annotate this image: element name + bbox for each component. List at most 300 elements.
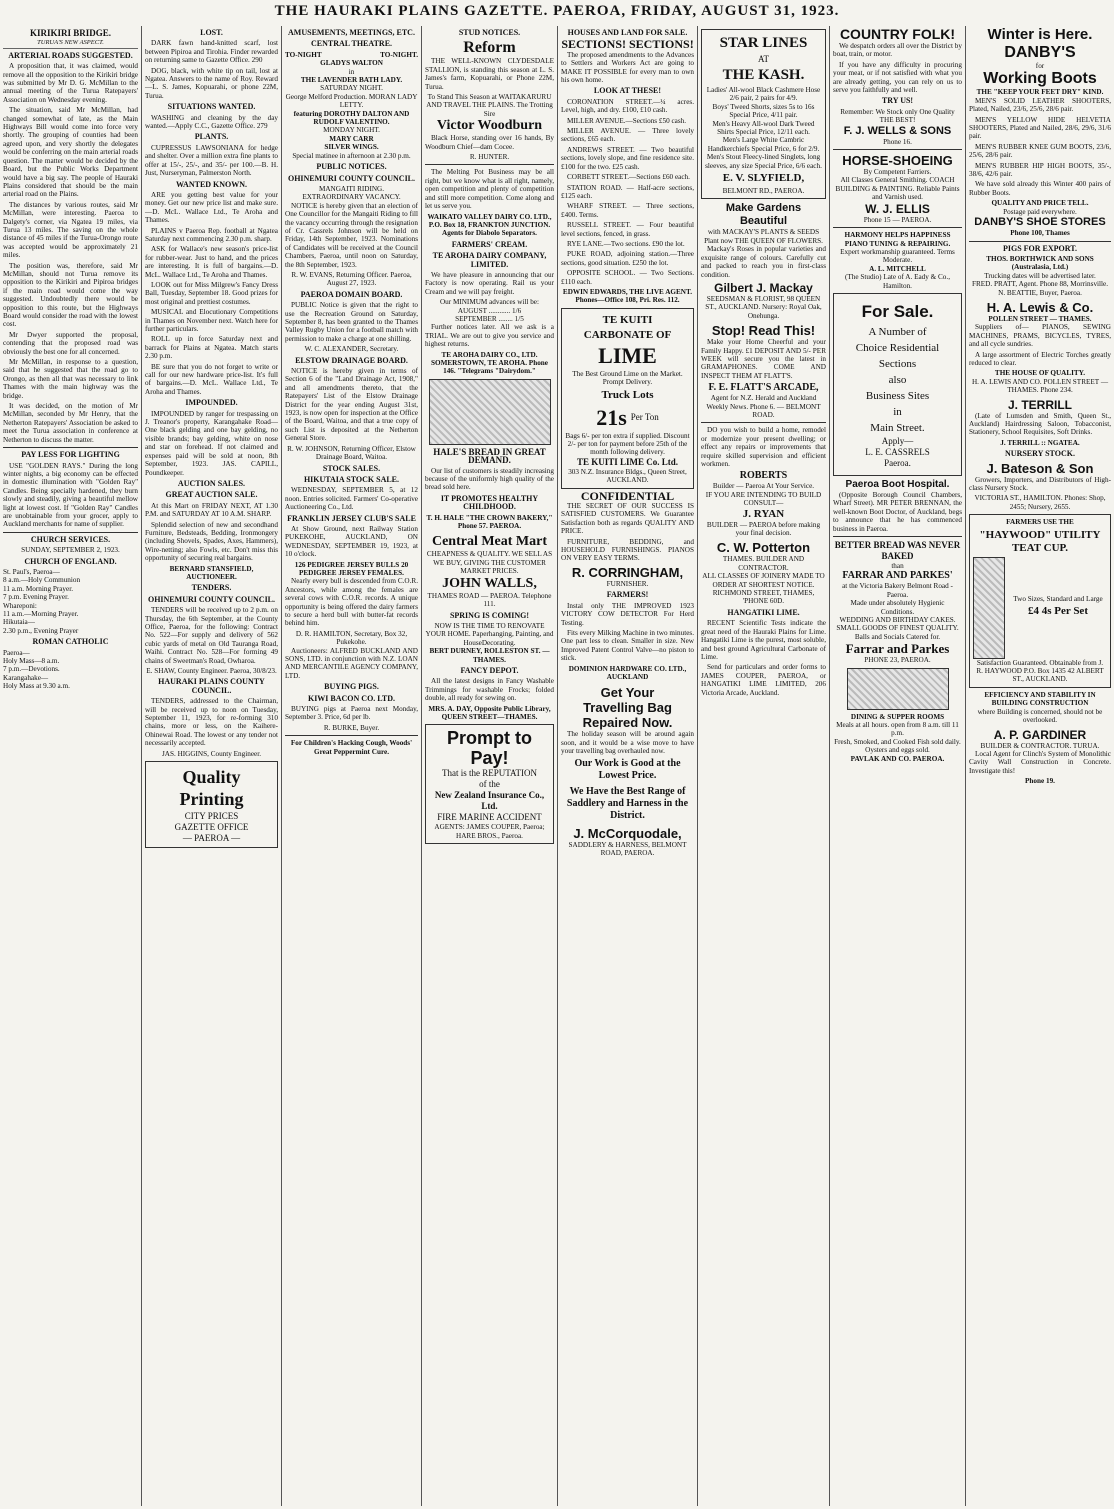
listing: PUKE ROAD, adjoining station.—Three sections, good situation. £250 the lot. bbox=[561, 250, 694, 267]
ad-title: Farrar and Parkes bbox=[845, 641, 950, 657]
ad-title: J. McCorquodale, bbox=[573, 825, 682, 841]
ad-line: in bbox=[893, 405, 902, 418]
ad-title: LIME bbox=[598, 342, 657, 368]
session-label: MONDAY NIGHT. bbox=[323, 126, 380, 135]
church-denomination: ROMAN CATHOLIC bbox=[32, 637, 109, 647]
notice-text: Growers, Importers, and Distributors of High-class Nursery Stock. bbox=[969, 475, 1111, 493]
ad-line: THOS. BORTHWICK AND SONS (Australasia, Ltd.) bbox=[986, 254, 1094, 272]
ad-title: NURSERY STOCK. bbox=[1005, 449, 1075, 459]
ad-title: LOOK AT THESE! bbox=[593, 86, 662, 96]
ad-line: Bags 6/- per ton extra if supplied. Discount 2/- per ton for payment before 25th of the month following delivery. bbox=[565, 431, 690, 457]
masthead: THE HAURAKI PLAINS GAZETTE. PAEROA, FRIDAY, AUGUST 31, 1923. bbox=[274, 3, 840, 19]
ad-line: at the Victoria Bakery Belmont Road - Paeroa. bbox=[842, 582, 953, 599]
notice-text: THE SECRET OF OUR SUCCESS IS SATISFIED CUSTOMERS. We Guarantee Satisfaction both as regards QUALITY AND PRICE. bbox=[561, 502, 694, 536]
ad-line: TE KUITI LIME Co. Ltd. bbox=[576, 456, 679, 467]
ad-title: CONFIDENTIAL bbox=[580, 488, 675, 503]
ad-line: L. E. CASSRELS bbox=[865, 446, 930, 457]
section-heading: WANTED KNOWN. bbox=[175, 179, 248, 189]
signature: PAVLAK AND CO. PAEROA. bbox=[850, 754, 945, 763]
section-heading: LOST. bbox=[200, 28, 223, 37]
signature: D. R. HAMILTON, Secretary, Box 32, Pukekohe. bbox=[295, 629, 408, 647]
listing: WHARF STREET. — Three sections, £400. Terms. bbox=[561, 202, 694, 219]
column-3 bbox=[282, 26, 422, 1506]
ad-title: IT PROMOTES HEALTHY CHILDHOOD. bbox=[440, 493, 539, 512]
signature: E. SHAW, County Engineer. Paeroa, 30/8/23. bbox=[146, 667, 277, 676]
section-heading: PLANTS. bbox=[194, 132, 229, 142]
ad-line: J. TERRILL :: NGATEA. bbox=[1000, 438, 1080, 447]
ad-line: Men's Large White Cambric Handkerchiefs Special Price, 6 for 2/9. bbox=[707, 136, 820, 153]
ad-title: Travelling Bag bbox=[583, 700, 672, 716]
ad-line: That is the REPUTATION bbox=[441, 768, 538, 779]
classified-ad: DARK fawn hand-knitted scarf, lost between Pipiroa and Tirohia. Finder rewarded on returning same to Gazette Office. 290 bbox=[145, 39, 278, 65]
ad-line: than bbox=[891, 561, 904, 570]
article-subhead: ARTERIAL ROADS SUGGESTED. bbox=[8, 50, 133, 60]
ad-line: Remember: We Stock only One Quality THE BEST! bbox=[840, 107, 955, 125]
church-line: Hikutaia— bbox=[3, 618, 35, 627]
notice-text: Make your Home Cheerful and your Family Happy. £1 DEPOSIT AND 5/- PER WEEK will secure you the latest in GRAMAPHONES. COME AND INSPECT THEM AT FLATT'S. bbox=[701, 338, 826, 380]
ad-title: FARMERS! bbox=[606, 590, 649, 600]
ad-line: Meals at all hours. open from 8 a.m. till 11 p.m. bbox=[836, 721, 959, 738]
ad-line: Builder — Paeroa At Your Service. bbox=[712, 482, 815, 491]
article-paragraph: The distances by various routes, said Mr McMillan, were interesting. Paeroa to Dalgety's corner, via Ngatea 19 miles, via Turua 13 miles. The saving on the whole distance of 45 miles if the Turua-Orongo route was accepted would be approximately 21 miles. bbox=[3, 200, 138, 260]
notice-text: Suppliers of— PIANOS, SEWING MACHINES, PRAMS, BICYCLES, TYRES, and all cycle sundries. bbox=[969, 323, 1111, 349]
classified-ad: TENDERS, addressed to the Chairman, will be received up to noon on Tuesday, September 11, 1923, for re-forming 310 chains, more or less, on the Kaihere-Ohinewai Road. The lowest or any tender not necessarily accepted. bbox=[145, 697, 278, 748]
notice-text: THE WELL-KNOWN CLYDESDALE STALLION, is standing this season at L. S. James's farm, Kopuarahi, or Phone 22M, Turua. bbox=[425, 57, 554, 91]
star-lines-ad bbox=[701, 29, 826, 199]
company-name: WAIKATO VALLEY DAIRY CO. LTD., P.O. Box 18, FRANKTON JUNCTION. Agents for Diabolo Separators. bbox=[427, 212, 552, 238]
notice-text: (Late of Lumsden and Smith, Queen St., Auckland) Hairdressing Saloon, Tobacconist, Stationery, School Requisites, Soft Drinks. bbox=[969, 411, 1111, 437]
notice-text: At Show Ground, next Railway Station PUKEKOHE, AUCKLAND, ON WEDNESDAY, SEPTEMBER 19, 1923, at 10 o'clock. bbox=[285, 524, 418, 559]
ad-line: A Number of bbox=[868, 325, 927, 338]
rate-row: AUGUST ............ 1/6 bbox=[457, 306, 522, 315]
insurance-ad bbox=[425, 724, 554, 844]
ad-line: NOW IS THE TIME TO RENOVATE YOUR HOME. Paperhanging, Painting, and HouseDecorating. bbox=[425, 621, 554, 647]
ad-title: TE KUITI bbox=[602, 313, 653, 326]
ad-line: Made under absolutely Hygienic Conditions. bbox=[850, 599, 945, 616]
signature: R. W. EVANS, Returning Officer. Paeroa, August 27, 1923. bbox=[291, 270, 412, 288]
stallion-name: Reform bbox=[463, 39, 516, 57]
article-headline: PAY LESS FOR LIGHTING bbox=[21, 450, 120, 460]
price-unit: Per Ton bbox=[630, 412, 659, 423]
listing: ANDREWS STREET. — Two beautiful sections, lovely slope, and fine residence site. £100 for the two. £25 cash. bbox=[561, 145, 694, 171]
listing: MEN'S SOLID LEATHER SHOOTERS, Plated, Nailed, 23/6, 25/6, 28/6 pair. bbox=[969, 96, 1111, 114]
ad-title: Paeroa Boot Hospital. bbox=[845, 478, 950, 490]
classified-ad: WASHING and cleaning by the day wanted.—Apply C.C., Gazette Office. 279 bbox=[145, 113, 278, 131]
bakery-illustration bbox=[429, 379, 551, 445]
ad-line: where Building is concerned, should not be overlooked. bbox=[977, 707, 1103, 725]
ad-title: Gilbert J. Mackay bbox=[714, 280, 813, 295]
section-heading: IMPOUNDED. bbox=[185, 398, 238, 408]
ad-line: HARMONY HELPS HAPPINESS bbox=[844, 231, 951, 240]
ad-line: Men's Stout Fleecy-lined Singlets, long sleeves, any size Special Price, 6/6 each. bbox=[705, 153, 822, 170]
ad-title: "HAYWOOD" UTILITY TEAT CUP. bbox=[979, 528, 1101, 554]
ad-line: of the bbox=[479, 779, 500, 790]
ad-line: BUILDER — PAEROA before making your final decision. bbox=[706, 520, 821, 538]
production: George Melford Production. MORAN LADY LETTY. bbox=[285, 92, 418, 110]
signature: W. C. ALEXANDER, Secretary. bbox=[304, 345, 399, 354]
ad-line: with MACKAY'S PLANTS & SEEDS bbox=[707, 228, 820, 237]
signature: EDWIN EDWARDS, THE LIVE AGENT. Phones—Office 108, Pri. Res. 112. bbox=[562, 287, 693, 305]
footer-ad: For Children's Hacking Cough, Woods' Great Peppermint Cure. bbox=[290, 739, 413, 756]
notice-text: We have pleasure in announcing that our Factory is now operating. Rail us your Cream and we will pay freight. bbox=[425, 270, 554, 296]
sale-title: HIKUTAIA STOCK SALE. bbox=[303, 474, 400, 484]
church-line: 2.30 p.m., Evening Prayer bbox=[3, 626, 79, 635]
listing: CORONATION STREET.—¼ acres. Level, high, and dry. £100, £10 cash. bbox=[561, 97, 694, 115]
ad-title: Make Gardens Beautiful bbox=[725, 202, 802, 228]
signature: R. W. JOHNSON, Returning Officer, Elstow Drainage Board, Waitoa. bbox=[287, 444, 416, 462]
sale-title: FRANKLIN JERSEY CLUB'S SALE bbox=[287, 513, 416, 523]
divider bbox=[3, 532, 138, 533]
notice-sub: Our MINIMUM advances will be: bbox=[439, 298, 539, 307]
ad-title: J. RYAN bbox=[742, 507, 785, 520]
notice-text: Send for particulars and order forms to JAMES COUPER, PAEROA, or HANGATIKI LIME LIMITED, 206 Victoria Arcade, Auckland. bbox=[701, 663, 826, 697]
notice-text: (Opposite Borough Council Chambers, Wharf Street). MR PETER BRENNAN, the well-known Boot Doctor, of Auckland, begs to announce that he has commenced business in Paeroa. bbox=[833, 490, 962, 533]
matinee: Special matinee in afternoon at 2.30 p.m. bbox=[292, 151, 411, 160]
auctioneer: BERNARD STANSFIELD, AUCTIONEER. bbox=[169, 564, 254, 581]
ad-line: SADDLERY & HARNESS, BELMONT ROAD, PAEROA. bbox=[568, 840, 687, 857]
ad-title: FANCY DEPOT. bbox=[460, 665, 519, 675]
listing: MEN'S YELLOW HIDE HELVETIA SHOOTERS, Plated and Nailed, 28/6, 29/6, 31/6 pair. bbox=[969, 115, 1111, 141]
company-name: TE AROHA DAIRY COMPANY, LIMITED. bbox=[432, 251, 547, 269]
teat-cup-illustration bbox=[973, 557, 1005, 659]
classified-ad: ARE you getting best value for your money. Get our new price list and make sure.—D. McL. Wallace Ltd., Te Aroha and Thames. bbox=[145, 190, 278, 225]
ad-title: STAR LINES bbox=[719, 35, 808, 51]
notice-text: We have sold already this Winter 400 pairs of Rubber Boots. bbox=[969, 180, 1111, 197]
notice-text: PUBLIC Notice is given that the right to use the Recreation Ground on Saturday, September 8, has been granted to the Thames Valley Rugby Union for a football match with permission to make a charge at one shilling. bbox=[285, 301, 418, 343]
ad-title: Repaired Now. bbox=[582, 715, 673, 731]
session-label: SATURDAY NIGHT. bbox=[320, 84, 383, 93]
notice-text: Auctioneers: ALFRED BUCKLAND AND SONS, LTD. in conjunction with N.Z. LOAN AND MERCANTILE AGENCY COMPANY, LTD. bbox=[285, 646, 418, 680]
ad-line: PIANO TUNING & REPAIRING. bbox=[844, 239, 951, 248]
notice-text: Fits every Milking Machine in two minutes. One part less to clean. Smaller in size. New Improved Patent Control Valve—no piston to stick. bbox=[561, 628, 694, 663]
ad-line: AGENTS: JAMES COUPER, Paeroa; HARE BROS., Paeroa. bbox=[434, 823, 545, 840]
ad-title: PIGS FOR EXPORT. bbox=[1002, 243, 1078, 253]
notice-text: FURNITURE, BEDDING, and HOUSEHOLD FURNISHINGS. PIANOS ON VERY EASY TERMS. bbox=[561, 537, 694, 563]
ad-line: 303 N.Z. Insurance Bldgs., Queen Street, AUCKLAND. bbox=[568, 467, 687, 485]
column-6 bbox=[698, 26, 830, 1506]
ad-title: TRY US! bbox=[881, 96, 914, 106]
ad-line: Phone 100, Thames bbox=[1010, 229, 1070, 238]
divider bbox=[425, 164, 554, 165]
notice-sub: MANGAITI RIDING. bbox=[318, 184, 385, 193]
church-heading: CHURCH SERVICES. bbox=[30, 534, 111, 544]
notice-text: All the latest designs in Fancy Washable Trimmings for washable Frocks; folded double, all ready for sewing on. bbox=[425, 677, 554, 703]
ad-line: FARMERS USE THE bbox=[1006, 518, 1074, 527]
ad-line: N. BEATTIE, Buyer, Paeroa. bbox=[998, 288, 1082, 297]
ad-line: BELMONT RD., PAEROA. bbox=[722, 187, 805, 196]
ad-title: DINING & SUPPER ROOMS bbox=[850, 712, 945, 721]
featuring: featuring DOROTHY DALTON AND RUDOLF VALENTINO. bbox=[293, 109, 410, 127]
ad-line: Phone 19. bbox=[1025, 777, 1055, 786]
teat-cup-ad bbox=[969, 514, 1111, 688]
ad-title: Get Your bbox=[600, 685, 655, 701]
ad-line: ALL CLASSES OF JOINERY MADE TO ORDER AT SHORTEST NOTICE. bbox=[702, 572, 825, 589]
section-heading: TENDERS. bbox=[191, 583, 232, 593]
ad-title: Prompt to Pay! bbox=[447, 728, 532, 769]
columns bbox=[0, 26, 1114, 1506]
ad-title: CARBONATE OF bbox=[583, 328, 672, 341]
ad-line: VICTORIA ST., HAMILTON. Phones: Shop, 2455; Nursery, 2655. bbox=[974, 494, 1106, 511]
section-heading: BUYING PIGS. bbox=[324, 682, 379, 692]
ad-line: IF YOU ARE INTENDING TO BUILD CONSULT— bbox=[705, 490, 822, 508]
theatre-name: CENTRAL THEATRE. bbox=[310, 39, 393, 49]
ad-title: SPRING IS COMING! bbox=[449, 610, 530, 620]
church-line: 8 a.m.—Holy Communion bbox=[3, 576, 81, 585]
church-line: Paeroa— bbox=[3, 648, 30, 657]
notice-text: We despatch orders all over the District by boat, train, or motor. bbox=[833, 42, 962, 59]
signature: DOMINION HARDWARE CO. LTD., AUCKLAND bbox=[568, 664, 687, 681]
ad-line: Apply— bbox=[881, 435, 914, 446]
listing: STATION ROAD. — Half-acre sections, £125 each. bbox=[561, 183, 694, 200]
ad-line: — PAEROA — bbox=[182, 833, 241, 844]
church-line: 7 p.m.—Devotions. bbox=[3, 665, 60, 674]
classified-ad: BE sure that you do not forget to write or call for our new hardware price-list. It's full of bargains.—D. McL. Wallace Ltd., Te Aroha and Thames. bbox=[145, 362, 278, 396]
article-paragraph: It was decided, on the motion of Mr McMillan, seconded by Mr Henry, that the Netherton Ratepayers' Association be asked to meet the Turua association in conference at Netherton to discuss the matter. bbox=[3, 402, 138, 444]
article-paragraph: The situation, said Mr McMillan, had changed somewhat of late, as the Main Highways Bill would come into force very shortly. The grouping of counties had been agreed upon, and very shortly the delegates would be conferring on the main arterial roads question. The matter would be decided by the Board, but the Public Works Department would have a big say. The people of Hauraki Plains considered that should be the main arterial road on the Plains. bbox=[3, 106, 138, 199]
ad-line: BUILDER & CONTRACTOR. TURUA. bbox=[980, 741, 1100, 750]
ad-title: W. J. ELLIS bbox=[865, 201, 930, 216]
church-line: 11 a.m. Morning Prayer. bbox=[3, 584, 73, 593]
notice-text: The proposed amendments to the Advances to Settlers and Workers Act are going to MAKE IT POSSIBLE for every man to own his own home. bbox=[561, 50, 694, 85]
for-sale-ad bbox=[833, 293, 962, 476]
ad-line: Paeroa. bbox=[884, 457, 911, 468]
column-7 bbox=[830, 26, 966, 1506]
section-heading: STUD NOTICES. bbox=[458, 28, 521, 37]
ad-line: H. A. LEWIS AND CO. POLLEN STREET — THAMES. Phone 234. bbox=[971, 377, 1109, 395]
church-line: 11 a.m.—Morning Prayer. bbox=[3, 610, 79, 618]
ad-title: Truck Lots bbox=[601, 388, 654, 401]
notice-text: Instal only THE IMPROVED 1923 VICTORY COW DETECTOR For Herd Testing. bbox=[561, 601, 694, 627]
notice-sub: To Stand This Season at WAITAKARURU AND TRAVEL THE PLAINS. The Trotting Sire bbox=[426, 93, 553, 118]
notice-text: The holiday season will be around again soon, and it would be a wise move to have your travelling bag overhauled now. bbox=[561, 730, 694, 756]
ad-line: GAZETTE OFFICE bbox=[174, 822, 249, 833]
ad-title: Stop! Read This! bbox=[711, 323, 816, 339]
section-heading: AMUSEMENTS, MEETINGS, ETC. bbox=[288, 28, 415, 37]
classified-ad: PLAINS v Paeroa Rep. football at Ngatea Saturday next commencing 2.30 p.m. sharp. bbox=[145, 226, 278, 243]
ad-title: THE KASH. bbox=[722, 67, 805, 83]
notice-text: The Melting Pot Business may be all right, but we know what is all right, namely, open competition and plenty of competition and still more competition. Come along and let us serve you. bbox=[425, 168, 554, 211]
ad-line: Choice Residential bbox=[855, 341, 940, 354]
listing: MILLER AVENUE. — Three lovely sections, £65 each. bbox=[561, 127, 694, 144]
film-title: THE LAVENDER BATH LADY. bbox=[300, 76, 403, 85]
classified-ad: TENDERS will be received up to 2 p.m. on Thursday, the 6th September, at the County Office, Paeroa, for the following: Contract No. 522—For supply and delivery of 562 cubic yards of metal on Old Tauranga Road, Waihi. Contract No. 528—For forming 49 chains of Sweetman's Road, Owharoa. bbox=[145, 606, 278, 665]
listing: RYE LANE.—Two sections. £90 the lot. bbox=[567, 239, 685, 248]
listing: MILLER AVENUE.—Sections £50 cash. bbox=[567, 116, 687, 125]
church-line: Holy Mass at 9.30 a.m. bbox=[3, 682, 70, 691]
signature: JAS. HIGGINS, County Engineer. bbox=[161, 749, 262, 758]
ad-line: Business Sites bbox=[865, 389, 930, 402]
ad-line: Trucking dates will be advertised later. bbox=[984, 271, 1096, 280]
classified-ad: CUPRESSUS LAWSONIANA for hedge and shelter. Over a million extra fine plants to offer at 15/-, 25/-, and 35/- per 100.—B. H. Just, Nurseryman, Palmerston North. bbox=[145, 143, 278, 178]
ad-line: THAMES. BUILDER AND CONTRACTOR. bbox=[722, 555, 805, 572]
ad-title: F. E. FLATT'S ARCADE, bbox=[708, 382, 819, 394]
film-star: GLADYS WALTON bbox=[320, 59, 383, 68]
film-star: MARY CARR bbox=[329, 134, 374, 143]
classified-ad: LOOK out for Miss Milgrew's Fancy Dress Ball, Tuesday, September 18. Good prizes for most original and prettiest costumes. bbox=[145, 280, 278, 306]
ad-title: For Sale. bbox=[861, 301, 934, 321]
notice-text: RECENT Scientific Tests indicate the great need of the Hauraki Plains for Lime. Hangatiki Lime is the purest, most soluble, and best ground Agricultural Carbonate of Lime. bbox=[701, 619, 826, 661]
divider bbox=[833, 227, 962, 228]
ad-line: CITY PRICES bbox=[184, 811, 239, 822]
section-heading: AUCTION SALES. bbox=[177, 478, 246, 488]
ad-line: Satisfaction Guaranteed. Obtainable from J. R. HAYWOOD P.O. Box 1435 42 ALBERT ST., AUCKLAND. bbox=[976, 658, 1104, 684]
column-2 bbox=[142, 26, 282, 1506]
divider bbox=[3, 447, 138, 448]
ad-line: Boys' Tweed Shorts, sizes 5s to 16s Special Price, 4/11 pair. bbox=[712, 102, 815, 120]
notice-text: Local Agent for Clinch's System of Monolithic Cavity Wall Construction in Concrete. Investigate this! bbox=[969, 749, 1111, 775]
notice-sub: EXTRAORDINARY VACANCY. bbox=[302, 193, 401, 202]
classified-ad: DOG, black, with white tip on tail, lost at Ngatea. Answers to the name of Roy. Reward—L. S. James, Kopuarahi, or phone 22M, Turua. bbox=[145, 66, 278, 100]
ad-line: also bbox=[888, 373, 907, 386]
section-heading: SITUATIONS WANTED. bbox=[167, 102, 256, 112]
classified-ad: At this Mart on FRIDAY NEXT, AT 1.30 P.M. and SATURDAY AT 10 A.M. SHARP. bbox=[145, 501, 278, 519]
ad-line: Expert workmanship guaranteed. Terms Moderate. bbox=[840, 247, 955, 265]
ad-line: The Best Ground Lime on the Market. Prompt Delivery. bbox=[572, 369, 683, 387]
article-paragraph: A proposition that, it was claimed, would remove all the opposition to the Kirikiri bridge was submitted by Mr D. G. McMillan to the annual meeting of the Turua Ratepayers' Association on Wednesday evening. bbox=[3, 62, 138, 104]
rate-row: SEPTEMBER ........ 1/5 bbox=[455, 314, 524, 323]
ad-line: FRED. PRATT, Agent. Phone 88, Morrinsville. bbox=[971, 280, 1109, 289]
ad-line: THAMES ROAD — PAEROA. Telephone 111. bbox=[427, 591, 552, 609]
church-date: SUNDAY, SEPTEMBER 2, 1923. bbox=[21, 546, 120, 555]
ad-title: COUNTRY FOLK! bbox=[839, 26, 956, 42]
ad-title: R. CORRINGHAM, bbox=[571, 564, 684, 580]
ad-line: POLLEN STREET — THAMES. bbox=[988, 314, 1092, 323]
notice-text: Black Horse, standing over 16 hands, By Woodburn Chief—dam Cocee. bbox=[425, 134, 554, 151]
ad-price: £4 4s Per Set bbox=[1028, 605, 1088, 618]
notice-text: Mackay's Roses in popular varieties and exquisite range of colours. Carefully cut and packed to reach you in first-class condition. bbox=[701, 245, 826, 279]
ad-line: QUALITY AND PRICE TELL. bbox=[991, 199, 1089, 208]
ad-line: SMALL GOODS OF FINEST QUALITY. bbox=[836, 624, 959, 633]
ad-line: CHEAPNESS & QUALITY. WE SELL AS WE BUY, GIVING THE CUSTOMER MARKET PRICES. bbox=[426, 550, 553, 576]
lime-ad bbox=[561, 308, 694, 489]
ad-line: New Zealand Insurance Co., Ltd. bbox=[434, 790, 545, 812]
ad-line: for bbox=[1035, 62, 1045, 70]
ad-line: A. L. MITCHELL bbox=[869, 264, 926, 273]
ad-title: Central Meat Mart bbox=[431, 534, 548, 550]
ad-line: Ladies' All-wool Black Cashmere Hose 2/6 pair, 2 pairs for 4/9. bbox=[706, 86, 821, 103]
notice-text: NOTICE is hereby given in terms of Section 6 of the "Land Drainage Act, 1908," and all amendments thereto, that the Ratepayers' List of the Elstow Drainage District for the year ending August 31st, 1923, is now open for inspection at the Office of the Board, Waitoa, and that a true copy of such List is deposited at the Netherton General Store. bbox=[285, 367, 418, 443]
article-paragraph: Mr McMillan, in response to a question, said that he suggested that the road go to Orongo, as then all that was necessary to link Thames with the main highway was the bridge. bbox=[3, 358, 138, 400]
divider bbox=[701, 422, 826, 423]
ad-line: Phone 15 — PAEROA. bbox=[863, 215, 932, 224]
tonight-label: TO-NIGHT. bbox=[380, 50, 418, 59]
ad-title: HALE'S BREAD IN GREAT DEMAND. bbox=[433, 446, 546, 466]
ad-title: DANBY'S SHOE STORES bbox=[974, 216, 1106, 229]
classified-ad: ASK for Wallace's new season's price-list for rubber-wear. Just to hand, and the prices are interesting. It is full of bargains.—D. McL. Wallace Ltd., Te Aroha and Thames. bbox=[145, 245, 278, 279]
auction-title: GREAT AUCTION SALE. bbox=[165, 490, 258, 500]
tender-title: HAURAKI PLAINS COUNTY COUNCIL. bbox=[158, 677, 265, 695]
stallion-name: Victor Woodburn bbox=[436, 118, 543, 134]
price-row bbox=[565, 404, 690, 432]
column-8 bbox=[966, 26, 1114, 1506]
ad-title: F. J. WELLS & SONS bbox=[843, 124, 952, 137]
ad-line: RICHMOND STREET, THAMES, 'PHONE 60D. bbox=[712, 589, 815, 606]
ad-title: C. W. Potterton bbox=[716, 540, 811, 556]
ad-line: AT bbox=[758, 54, 769, 64]
divider bbox=[969, 241, 1111, 242]
classified-ad: ROLL up in force Saturday next and barrack for Plains at Ngatea. Match starts 2.30 p.m. bbox=[145, 335, 278, 361]
listing: CORBETT STREET.—Sections £60 each. bbox=[567, 173, 690, 182]
ad-title: ROBERTS bbox=[739, 470, 788, 482]
article-subhead: TURUA'S NEW ASPECT. bbox=[3, 39, 138, 48]
listing: MEN'S RUBBER HIP HIGH BOOTS, 35/-, 38/6, 42/6 pair. bbox=[969, 161, 1111, 179]
notice-title: ELSTOW DRAINAGE BOARD. bbox=[295, 355, 408, 365]
ad-title: BETTER BREAD WAS NEVER BAKED bbox=[834, 539, 961, 561]
ad-title: HANGATIKI LIME. bbox=[727, 607, 800, 617]
signature: MRS. A. DAY, Opposite Public Library, QUEEN STREET—THAMES. bbox=[428, 704, 551, 721]
article-paragraph: Mr Dwyer supported the proposal, contending that the proposed road was obviously the best one for all concerned. bbox=[3, 330, 138, 356]
notice-text: Further notices later. All we ask is a TRIAL. We are out to give you service and highest returns. bbox=[425, 323, 554, 349]
ad-line: FURNISHER. bbox=[606, 579, 649, 588]
ad-line: (The Studio) Late of A. Eady & Co., Hamilton. bbox=[845, 273, 950, 290]
film-title: SILVER WINGS. bbox=[324, 143, 379, 152]
column-4 bbox=[422, 26, 558, 1506]
ad-line: Balls and Socials Catered for. bbox=[854, 632, 941, 641]
lime-price: 21s bbox=[596, 404, 627, 430]
classified-ad: IMPOUNDED by ranger for trespassing on J. Treanor's property, Karangahake Road—One black gelding and one bay gelding, no visible brands; bay gelding, white on nose and star on forehead. If not claimed and expenses paid will be sold at noon, 8th September, 1923. JAS. CAPILL, Poundkeeper. bbox=[145, 409, 278, 477]
ad-line: Postage paid everywhere. bbox=[1003, 207, 1077, 216]
ad-line: Two Sizes, Standard and Large bbox=[1013, 594, 1103, 603]
section-heading: FARMERS' CREAM. bbox=[451, 239, 528, 249]
ad-line: EFFICIENCY AND STABILITY IN BUILDING CONSTRUCTION bbox=[984, 690, 1096, 708]
church-denomination: CHURCH OF ENGLAND. bbox=[24, 556, 117, 566]
company-name: TE AROHA DAIRY CO., LTD. SOMERSTOWN, TE AROHA. Phone 146. "Telegrams "Dairydom." bbox=[431, 350, 548, 376]
notice-text: NOTICE is hereby given that an election of One Councillor for the Mangaiti Riding to fill the vacancy occurring through the resignation of Cr. Cassrels Johnson will be held on Friday, 14th September, 1923. Nominations of Candidates will be received at the Council Chambers, Paeroa, until noon on Saturday, the 8th September, 1923. bbox=[285, 201, 418, 269]
classified-ad: Splendid selection of new and secondhand Furniture, Bedsteads, Bedding, Ironmongery (including Shovels, Spades, Axes, Hammers), Wire-netting; also Fowls, etc. Don't miss this opportunity of securing real bargains. bbox=[145, 520, 278, 563]
notice-text: A large assortment of Electric Torches greatly reduced to clear. bbox=[969, 350, 1111, 367]
notice-text: WEDNESDAY, SEPTEMBER 5, at 12 noon. Entries solicited. Farmers' Co-operative Auctioneering Co., Ltd. bbox=[285, 486, 418, 512]
notice-text: Nearly every bull is descended from C.O.R. Ancestors, while among the females are several cows with C.O.R. records. A unique opportunity is being offered the dairy farmers to secure a herd bull with butter-fat records behind him. bbox=[285, 577, 418, 628]
tender-title: OHINEMURI COUNTY COUNCIL. bbox=[147, 594, 276, 604]
signature: T. H. HALE "THE CROWN BAKERY," Phone 57. PAEROA. bbox=[426, 513, 553, 531]
ad-line: Agent for N.Z. Herald and Auckland Weekly News. Phone 6. — BELMONT ROAD. bbox=[706, 394, 821, 419]
ad-line: Fresh, Smoked, and Cooked Fish sold daily. Oysters and eggs sold. bbox=[834, 737, 961, 755]
signature: R. HUNTER. bbox=[469, 153, 510, 162]
sale-lots: 126 PEDIGREE JERSEY BULLS 20 PEDIGREE JERSEY FEMALES. bbox=[294, 560, 409, 577]
ad-title: SECTIONS! SECTIONS! bbox=[561, 37, 694, 52]
church-line: Karangahake— bbox=[3, 673, 49, 682]
signature: R. BURKE, Buyer. bbox=[323, 723, 380, 732]
tonight-label: TO-NIGHT bbox=[285, 50, 322, 59]
classified-ad: MUSICAL and Elocutionary Competitions in Thames on November next. Watch here for further particulars. bbox=[145, 308, 278, 333]
ad-line: FIRE MARINE ACCIDENT bbox=[437, 812, 542, 823]
listing: OPPOSITE SCHOOL. — Two Sections. £110 each. bbox=[561, 269, 694, 286]
divider bbox=[833, 536, 962, 537]
ad-line: Sections bbox=[878, 357, 917, 370]
ad-title: J. Bateson & Son bbox=[986, 460, 1094, 476]
section-heading: STOCK SALES. bbox=[322, 463, 381, 473]
section-heading: PUBLIC NOTICES. bbox=[316, 162, 387, 172]
ad-title: JOHN WALLS, bbox=[442, 575, 537, 591]
church-line: Whareponi: bbox=[3, 601, 37, 610]
ad-title: E. V. SLYFIELD, bbox=[722, 172, 805, 185]
listing: MEN'S RUBBER KNEE GUM BOOTS, 23/6, 25/6, 28/6 pair. bbox=[969, 142, 1111, 160]
ad-line: WEDDING AND BIRTHDAY CAKES. bbox=[839, 616, 956, 624]
ad-line: Our Work is Good at the Lowest Price. bbox=[574, 757, 681, 781]
ad-title: DANBY'S bbox=[1004, 44, 1076, 61]
ad-line: We Have the Best Range of Saddlery and Harness in the District. bbox=[566, 785, 689, 821]
notice-title: PAEROA DOMAIN BOARD. bbox=[300, 289, 403, 299]
notice-text: If you have any difficulty in procuring your meat, or if not satisfied with what you are already getting, you can rely on us to serve you faithfully and well. bbox=[833, 60, 962, 95]
divider bbox=[833, 149, 962, 150]
in-label: in bbox=[348, 67, 355, 76]
church-line: 7 p.m. Evening Prayer. bbox=[3, 593, 69, 602]
ad-title: H. A. Lewis & Co. bbox=[986, 299, 1094, 315]
logo-illustration bbox=[847, 668, 949, 710]
ad-title: Printing bbox=[179, 789, 244, 810]
notice-text: Our list of customers is steadily increasing because of the uniformly high quality of the bread sold here. bbox=[425, 466, 554, 492]
ad-line: Plant now THE QUEEN OF FLOWERS. bbox=[704, 236, 823, 245]
